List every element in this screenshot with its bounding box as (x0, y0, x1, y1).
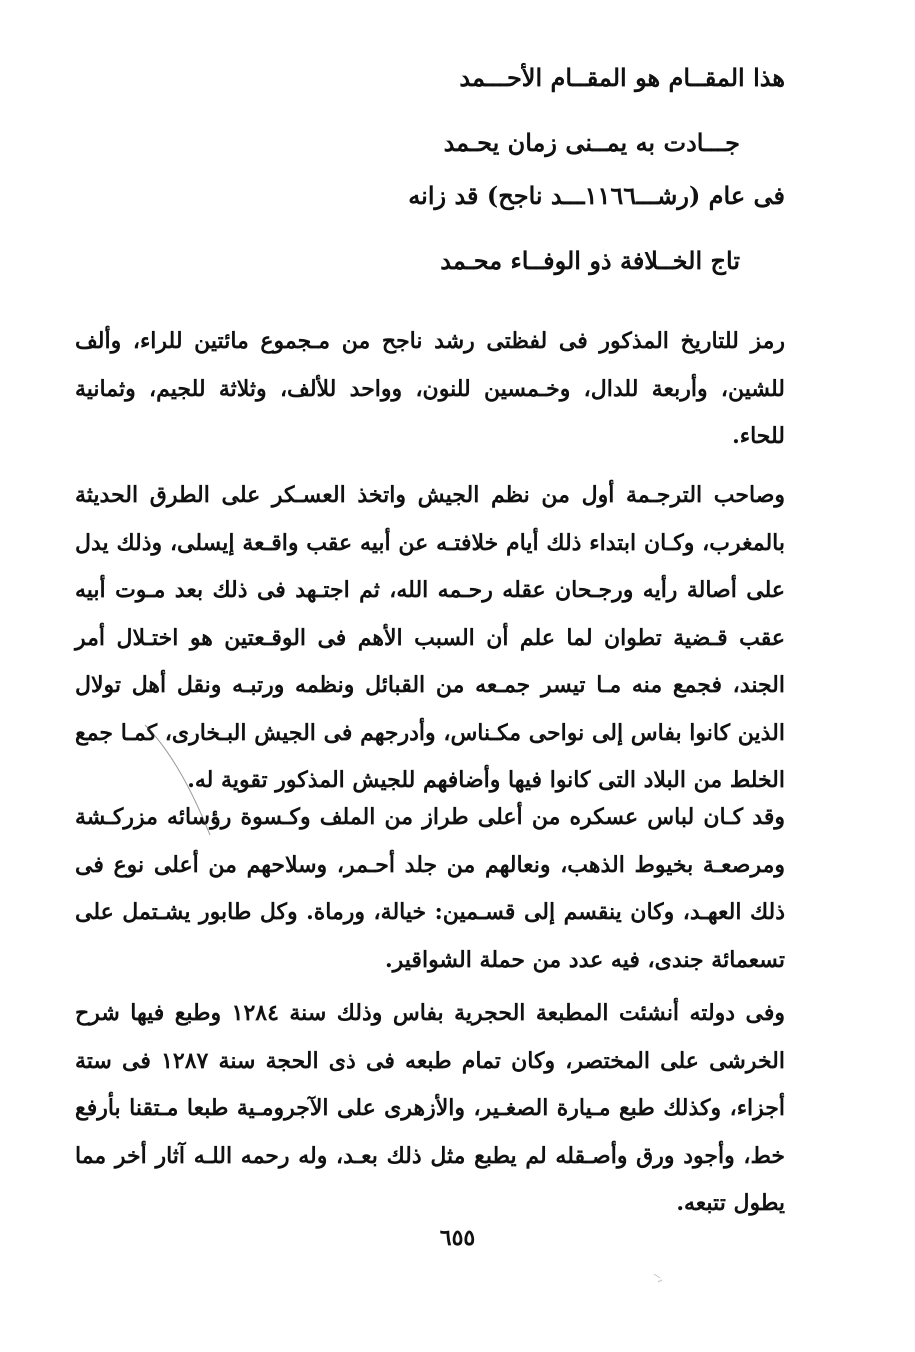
poem-verse-1: هذا المقــام هو المقــام الأحـــمد (459, 63, 785, 92)
paragraph-printing-press: وفى دولته أنشئت المطبعة الحجرية بفاس وذلك سنة ١٢٨٤ وطبع فيها شرح الخرشى على المختصر، وكان تمام طبعه فى ذى الحجة سنة ١٢٨٧ فى ستة أجزاء، وكذلك طبع مـيارة الصغـير، والأزهرى على الآجرومـية طبعا مـتقنا بأرفع خط، وأجود ورق وأصـقله لم يطبع مثل ذلك بعـد، وله رحمه اللـه آثار أخر مما يطول تتبعه. (75, 1000, 786, 1216)
paragraph-army-organization: وصاحب الترجـمة أول من نظم الجيش واتخذ العسـكر على الطرق الحديثة بالمغرب، وكـان ابتداء ذلك أيام خلافتـه عن أبيه عقب واقـعة إيسلى، وذلك يدل على أصالة رأيه ورجـحان عقله رحـمه الله، ثم اجتـهد فى ذلك بعد مـوت أبيه عقب قـضية تطوان لما علم أن السبب الأهم فى الوقـعتين هو اختـلال أمر الجند، فجمع منه مـا تيسر جمـعه من القبائل ونظمه ورتبـه ونقل أهل تولال الذين كانوا بفاس إلى نواحى مكـناس، وأدرجهم فى الجيش البـخارى، كمـا جمع الخلط من البلاد التى كانوا فيها وأضافهم للجيش المذكور تقوية له. (75, 482, 785, 793)
paragraph-army-uniform: وقد كـان لباس عسكره من أعلى طراز من الملف وكـسوة رؤسائه مزركـشة ومرصعـة بخيوط الذهب، ونعالهم من جلد أحـمر، وسلاحهم من أعلى نوع فى ذلك العهـد، وكان ينقسم إلى قسـمين: خيالة، ورماة. وكل طابور يشـتمل على تسعمائة جندى، فيه عدد من حملة الشواقير. (75, 804, 785, 973)
poem-verse-4: تاج الخــلافة ذو الوفــاء محـمد (440, 246, 740, 275)
paragraph-date-explanation: رمز للتاريخ المذكور فى لفظتى رشد ناجح من مـجموع مائتين للراء، وألف للشين، وأربعة للدال، وخـمسين للنون، وواحد للألف، وثلاثة للجيم، وثمانية للحاء. (75, 328, 785, 449)
poem-verse-2: جـــادت به يمــنى زمان يحـمد (443, 128, 740, 157)
scan-dust-mark (650, 1268, 670, 1288)
page-number: ٦٥٥ (439, 1225, 476, 1251)
poem-verse-3: فى عام (رشـــ١١٦٦ـــد ناجح) قد زانه (408, 181, 785, 210)
